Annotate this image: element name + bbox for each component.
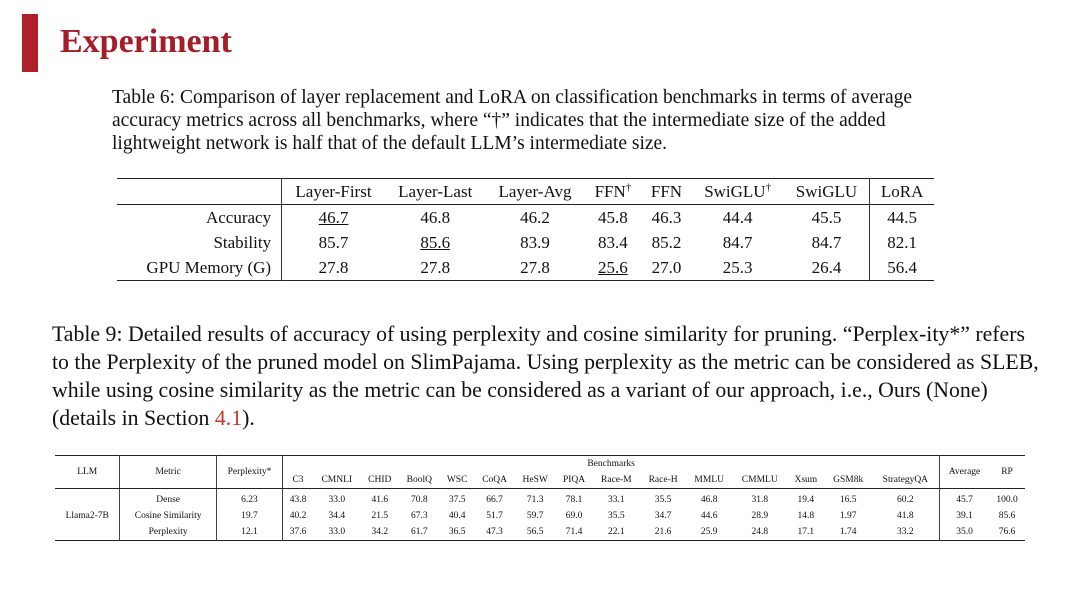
table-row [117, 205, 934, 231]
table-cell: 27.8 [282, 255, 385, 281]
table9-llm-name: Llama2-7B [65, 511, 109, 521]
table9-metric: Perplexity [120, 524, 216, 541]
table9-bench-col: Race-M [592, 472, 640, 489]
table-cell: 71.3 [526, 495, 544, 505]
table-cell: 26.4 [811, 258, 842, 277]
table-row [55, 489, 1025, 509]
table9-bench-col: MMLU [686, 472, 732, 489]
table9-header-llm: LLM [55, 456, 120, 489]
table-cell: 19.4 [797, 495, 815, 505]
table9-bench-col: Race-H [640, 472, 686, 489]
table-cell: 1.74 [839, 527, 857, 537]
table-cell: 16.5 [839, 495, 857, 505]
table-cell: 21.5 [371, 511, 389, 521]
table-cell: 19.7 [216, 508, 282, 524]
table-cell: 25.6 [598, 258, 628, 277]
table-cell: 36.5 [448, 527, 466, 537]
slide-title: Experiment [60, 23, 232, 60]
table-cell: 6.23 [216, 489, 282, 509]
table9-bench-col: HeSW [515, 472, 556, 489]
table-cell: 60.2 [897, 495, 914, 505]
table-cell: 21.6 [654, 527, 672, 537]
table-cell: 85.6 [998, 511, 1016, 521]
table6-corner [117, 179, 282, 205]
table-cell: 71.4 [565, 527, 583, 537]
table-cell: 33.2 [897, 527, 914, 537]
table6 [117, 178, 934, 281]
table-cell: 40.4 [448, 511, 466, 521]
table-cell: 27.8 [420, 258, 451, 277]
table6-col-header: SwiGLU† [692, 179, 784, 205]
table-cell: 46.8 [700, 495, 718, 505]
table9-bench-col: CMMLU [732, 472, 787, 489]
table-cell: 47.3 [486, 527, 503, 537]
table-cell: 24.8 [751, 527, 769, 537]
row-label: GPU Memory (G) [146, 258, 272, 277]
table9-bench-col: CoQA [475, 472, 515, 489]
table6-col-header: Layer-First [282, 179, 385, 205]
table-cell: 1.97 [839, 511, 857, 521]
table6-col-header: LoRA [870, 179, 934, 205]
table6-caption: Table 6: Comparison of layer replacement and LoRA on classification benchmarks in terms of average accuracy metrics across all benchmarks, where “†” indicates that the intermediate size of the added lightweight network is half that of the default LLM’s intermediate size. [112, 87, 913, 154]
table-row [117, 230, 934, 255]
table-cell: 31.8 [751, 495, 769, 505]
table-row [55, 524, 1025, 541]
table-cell: 33.0 [328, 495, 346, 505]
table-cell: 46.7 [282, 205, 385, 231]
table9-header-rp: RP [989, 456, 1025, 489]
table-cell: 34.7 [654, 511, 672, 521]
table-cell: 51.7 [486, 511, 503, 521]
row-label: Stability [213, 233, 272, 252]
table-row [55, 508, 1025, 524]
table-cell: 85.7 [282, 230, 385, 255]
table-cell: 78.1 [565, 495, 583, 505]
table-cell: 35.0 [939, 524, 989, 541]
table-cell: 27.0 [651, 258, 682, 277]
table9-header-benchmarks: Benchmarks [283, 456, 940, 473]
table-cell: 82.1 [870, 230, 934, 255]
table-cell: 85.6 [420, 233, 451, 252]
table9-header-metric: Metric [120, 456, 216, 489]
table-cell: 69.0 [565, 511, 583, 521]
table9-bench-col: GSM8k [825, 472, 872, 489]
table-cell: 76.6 [998, 527, 1016, 537]
table-cell: 25.9 [700, 527, 718, 537]
table-cell: 37.6 [283, 524, 313, 541]
table9-bench-col: Xsum [787, 472, 824, 489]
table-cell: 12.1 [216, 524, 282, 541]
table9-header-perplexity: Perplexity* [216, 456, 282, 489]
table6-col-header: FFN [641, 179, 691, 205]
table-cell: 39.1 [939, 508, 989, 524]
table-cell: 17.1 [797, 527, 815, 537]
table-cell: 46.3 [651, 208, 682, 227]
table9-bench-col: PIQA [556, 472, 593, 489]
table9-metric: Cosine Similarity [120, 508, 216, 524]
table-cell: 34.4 [328, 511, 346, 521]
table9-header-average: Average [939, 456, 989, 489]
table-cell: 83.4 [598, 233, 628, 252]
table-cell: 67.3 [411, 511, 428, 521]
table9-metric: Dense [120, 489, 216, 509]
table-cell: 35.5 [654, 495, 672, 505]
table-cell: 45.5 [811, 208, 842, 227]
table-cell: 84.7 [722, 233, 753, 252]
table-cell: 56.4 [870, 255, 934, 281]
table-cell: 44.5 [870, 205, 934, 231]
table9-bench-col: BoolQ [399, 472, 440, 489]
table-cell: 56.5 [526, 527, 544, 537]
table-cell: 44.6 [700, 511, 718, 521]
table-cell: 59.7 [526, 511, 544, 521]
table6-col-header: SwiGLU [784, 179, 870, 205]
table-cell: 61.7 [411, 527, 428, 537]
table-cell: 14.8 [797, 511, 815, 521]
table9-bench-col: WSC [440, 472, 475, 489]
table9 [55, 455, 1025, 541]
table-cell: 70.8 [411, 495, 428, 505]
table-cell: 35.5 [608, 511, 625, 521]
table6-col-header: Layer-Avg [485, 179, 584, 205]
table9-caption: Table 9: Detailed results of accuracy of using perplexity and cosine similarity for pruning. “Perplex-ity*” refers to the Perplexity of the pruned model on SlimPajama. Using perplexity as the metric can be considered as SLEB, while using cosine similarity as the metric can be considered as a variant of our approach, i.e., Ours (None)(details in Section 4.1). [52, 322, 1039, 430]
table-cell: 41.8 [897, 511, 914, 521]
table-row [117, 255, 934, 281]
table-cell: 43.8 [283, 489, 313, 509]
section-reference-link[interactable]: 4.1 [214, 406, 243, 430]
table6-col-header: FFN† [585, 179, 642, 205]
table-cell: 46.2 [520, 208, 550, 227]
row-label: Accuracy [205, 208, 272, 227]
table-cell: 34.2 [371, 527, 389, 537]
table-cell: 27.8 [520, 258, 550, 277]
table-cell: 85.2 [651, 233, 682, 252]
table-cell: 45.7 [939, 489, 989, 509]
table-cell: 66.7 [486, 495, 503, 505]
title-accent-bar [22, 14, 38, 72]
table-cell: 33.1 [608, 495, 625, 505]
table9-bench-col: StrategyQA [872, 472, 940, 489]
table9-bench-col: C3 [283, 472, 313, 489]
table9-bench-col: CHID [361, 472, 399, 489]
table-cell: 100.0 [996, 495, 1018, 505]
table-cell: 25.3 [722, 258, 753, 277]
table-cell: 44.4 [722, 208, 753, 227]
table-cell: 83.9 [520, 233, 550, 252]
table-cell: 22.1 [608, 527, 625, 537]
table9-bench-col: CMNLI [313, 472, 361, 489]
table-cell: 84.7 [811, 233, 842, 252]
table-cell: 37.5 [448, 495, 466, 505]
table-cell: 46.8 [420, 208, 451, 227]
table-cell: 41.6 [371, 495, 389, 505]
table-cell: 40.2 [283, 508, 313, 524]
table-cell: 45.8 [598, 208, 628, 227]
table-cell: 33.0 [328, 527, 346, 537]
table-cell: 28.9 [751, 511, 769, 521]
table6-col-header: Layer-Last [385, 179, 486, 205]
